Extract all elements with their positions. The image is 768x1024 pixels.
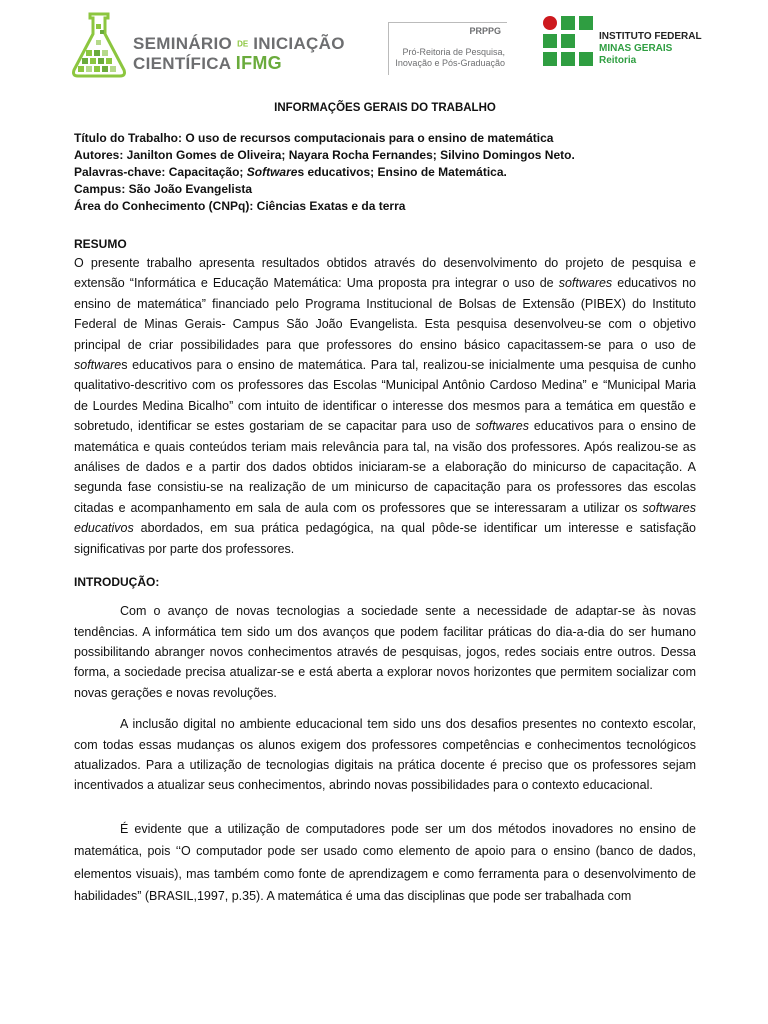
introduction-paragraph-2: A inclusão digital no ambiente educacional tem sido uns dos desafios presentes no contexto escolar, com todas essas mudanças os alunos exigem dos professores competências e conhecimentos tecnológicos atualizados. Para a utilização de tecnologias digitais na prática docente é preciso que os professores sejam incentivados a atualizar seus conhecimentos, abrindo novas possibilidades para o contexto educacional. [74,717,696,793]
abstract-italic-2: software [74,358,122,373]
prppg-code: PRPPG [469,26,501,36]
if-logo-square [579,16,593,30]
seminar-flask-logo [70,10,128,78]
keywords-part-2: s educativos; Ensino de Matemática. [297,165,507,179]
abstract-text-1: O presente trabalho apresenta resultados obtidos através do desenvolvimento do projeto de pesquisa e extensão “Informática e Educação Matemática: Uma proposta pra integrar o uso de [74,256,696,291]
if-logo-red-dot [543,16,557,30]
abstract-text-2: educativos no ensino de matemática” financiado pelo Programa Institucional de Bolsas de Extensão (PIBEX) do Instituto Federal de Minas Gerais- Campus São João Evangelista. Esta pesquisa desenvolveu-se com o objetivo principal de criar possibilidades para que professores do ensino básico capacitassem-se para o uso de [74,276,696,352]
introduction-title: INTRODUÇÃO: [74,575,160,590]
page-header [0,0,768,90]
abstract-italic-4: softwares educativos [74,500,696,536]
introduction-paragraph-1: Com o avanço de novas tecnologias a sociedade sente a necessidade de adaptar-se às novas tendências. A informática tem sido um dos avanços que podem facilitar práticas do dia-a-dia do ser humano possibilitando abranger novos conhecimentos através de pesquisas, jogos, redes sociais entre outros. Dessa forma, a sociedade precisa atualizar-se e está aberta a explorar novos horizontes que permitem socializar com novas gerações e novas revoluções. [74,604,696,700]
if-logo-square [543,34,557,48]
abstract-text-4: educativos para o ensino de matemática e quais conteúdos teriam mais relevância para tal, na visão dos professores. Após realizou-se as análises de dados e a partir dos dados obtidos iniciaram-se a elaboração do minicurso de capacitação. A segunda fase consistiu-se na realização de um minicurso de capacitação para os professores das escolas citadas e acompanhamento em sala de aula com os professores que se interessaram a utilizar os [74,419,696,515]
prppg-line-2: Inovação e Pós-Graduação [395,58,505,68]
institute-line-1: INSTITUTO FEDERAL [599,31,702,42]
if-logo-square [561,16,575,30]
seminar-word-2: INICIAÇÃO [253,34,345,53]
work-info [74,130,696,215]
institute-line-2: MINAS GERAIS [599,43,673,54]
introduction-paragraph-3: É evidente que a utilização de computadores pode ser um dos métodos inovadores no ensino de matemática, pois ‘‘O computador pode ser usado como elemento de apoio para o ensino (banco de dados, elementos visuais), mas também como fonte de aprendizagem e como ferramenta para o desenvolvimento de habilidades” (BRASIL,1997, p.35). A matemática é uma das disciplinas que pode ser trabalhada com [74,821,696,904]
abstract-italic-1: softwares [558,276,613,291]
seminar-word-1: SEMINÁRIO [133,34,233,53]
work-authors: Autores: Janilton Gomes de Oliveira; Nayara Rocha Fernandes; Silvino Domingos Neto. [74,148,575,162]
work-campus: Campus: São João Evangelista [74,182,253,196]
abstract-title: RESUMO [74,237,127,251]
prppg-subtitle [395,47,505,69]
keywords-part-1: Palavras-chave: Capacitação; [74,165,247,179]
document-heading: INFORMAÇÕES GERAIS DO TRABALHO [274,102,496,114]
seminar-word-de: DE [237,39,249,49]
if-logo-square [579,52,593,66]
abstract-text-3: s educativos para o ensino de matemática. Para tal, realizou-se inicialmente uma pesquisa de cunho qualitativo-descritivo com os professores das Escolas “Municipal Antônio Cardoso Medina” e “Municipal Maria de Lourdes Medina Bicalho” com intuito de identificar o interesse dos mesmos para a temática em questão e sobretudo, identificar se estes gostariam de se capacitar para uso de [74,358,696,434]
seminar-word-ifmg: IFMG [235,52,282,73]
work-keywords [74,164,696,181]
institute-federal-logo-icon [543,16,593,70]
abstract-text-5: abordados, em sua prática pedagógica, na qual pôde-se identificar um interesse e satisfação significativas por parte dos professores. [74,521,696,556]
document-body [74,102,696,908]
abstract-paragraph [74,253,696,559]
if-logo-square [561,34,575,48]
seminar-word-3: CIENTÍFICA [133,53,231,73]
prppg-line-1: Pró-Reitoria de Pesquisa, [402,47,505,57]
abstract-italic-3: softwares [475,419,529,434]
if-logo-square [561,52,575,66]
work-area: Área do Conhecimento (CNPq): Ciências Exatas e da terra [74,199,406,213]
institute-name [599,31,702,67]
work-title: Título do Trabalho: O uso de recursos computacionais para o ensino de matemática [74,131,554,145]
if-logo-square [543,52,557,66]
prppg-logo [388,22,507,75]
keywords-italic: Software [246,165,298,179]
institute-line-3: Reitoria [599,55,637,66]
seminar-title [133,35,345,73]
